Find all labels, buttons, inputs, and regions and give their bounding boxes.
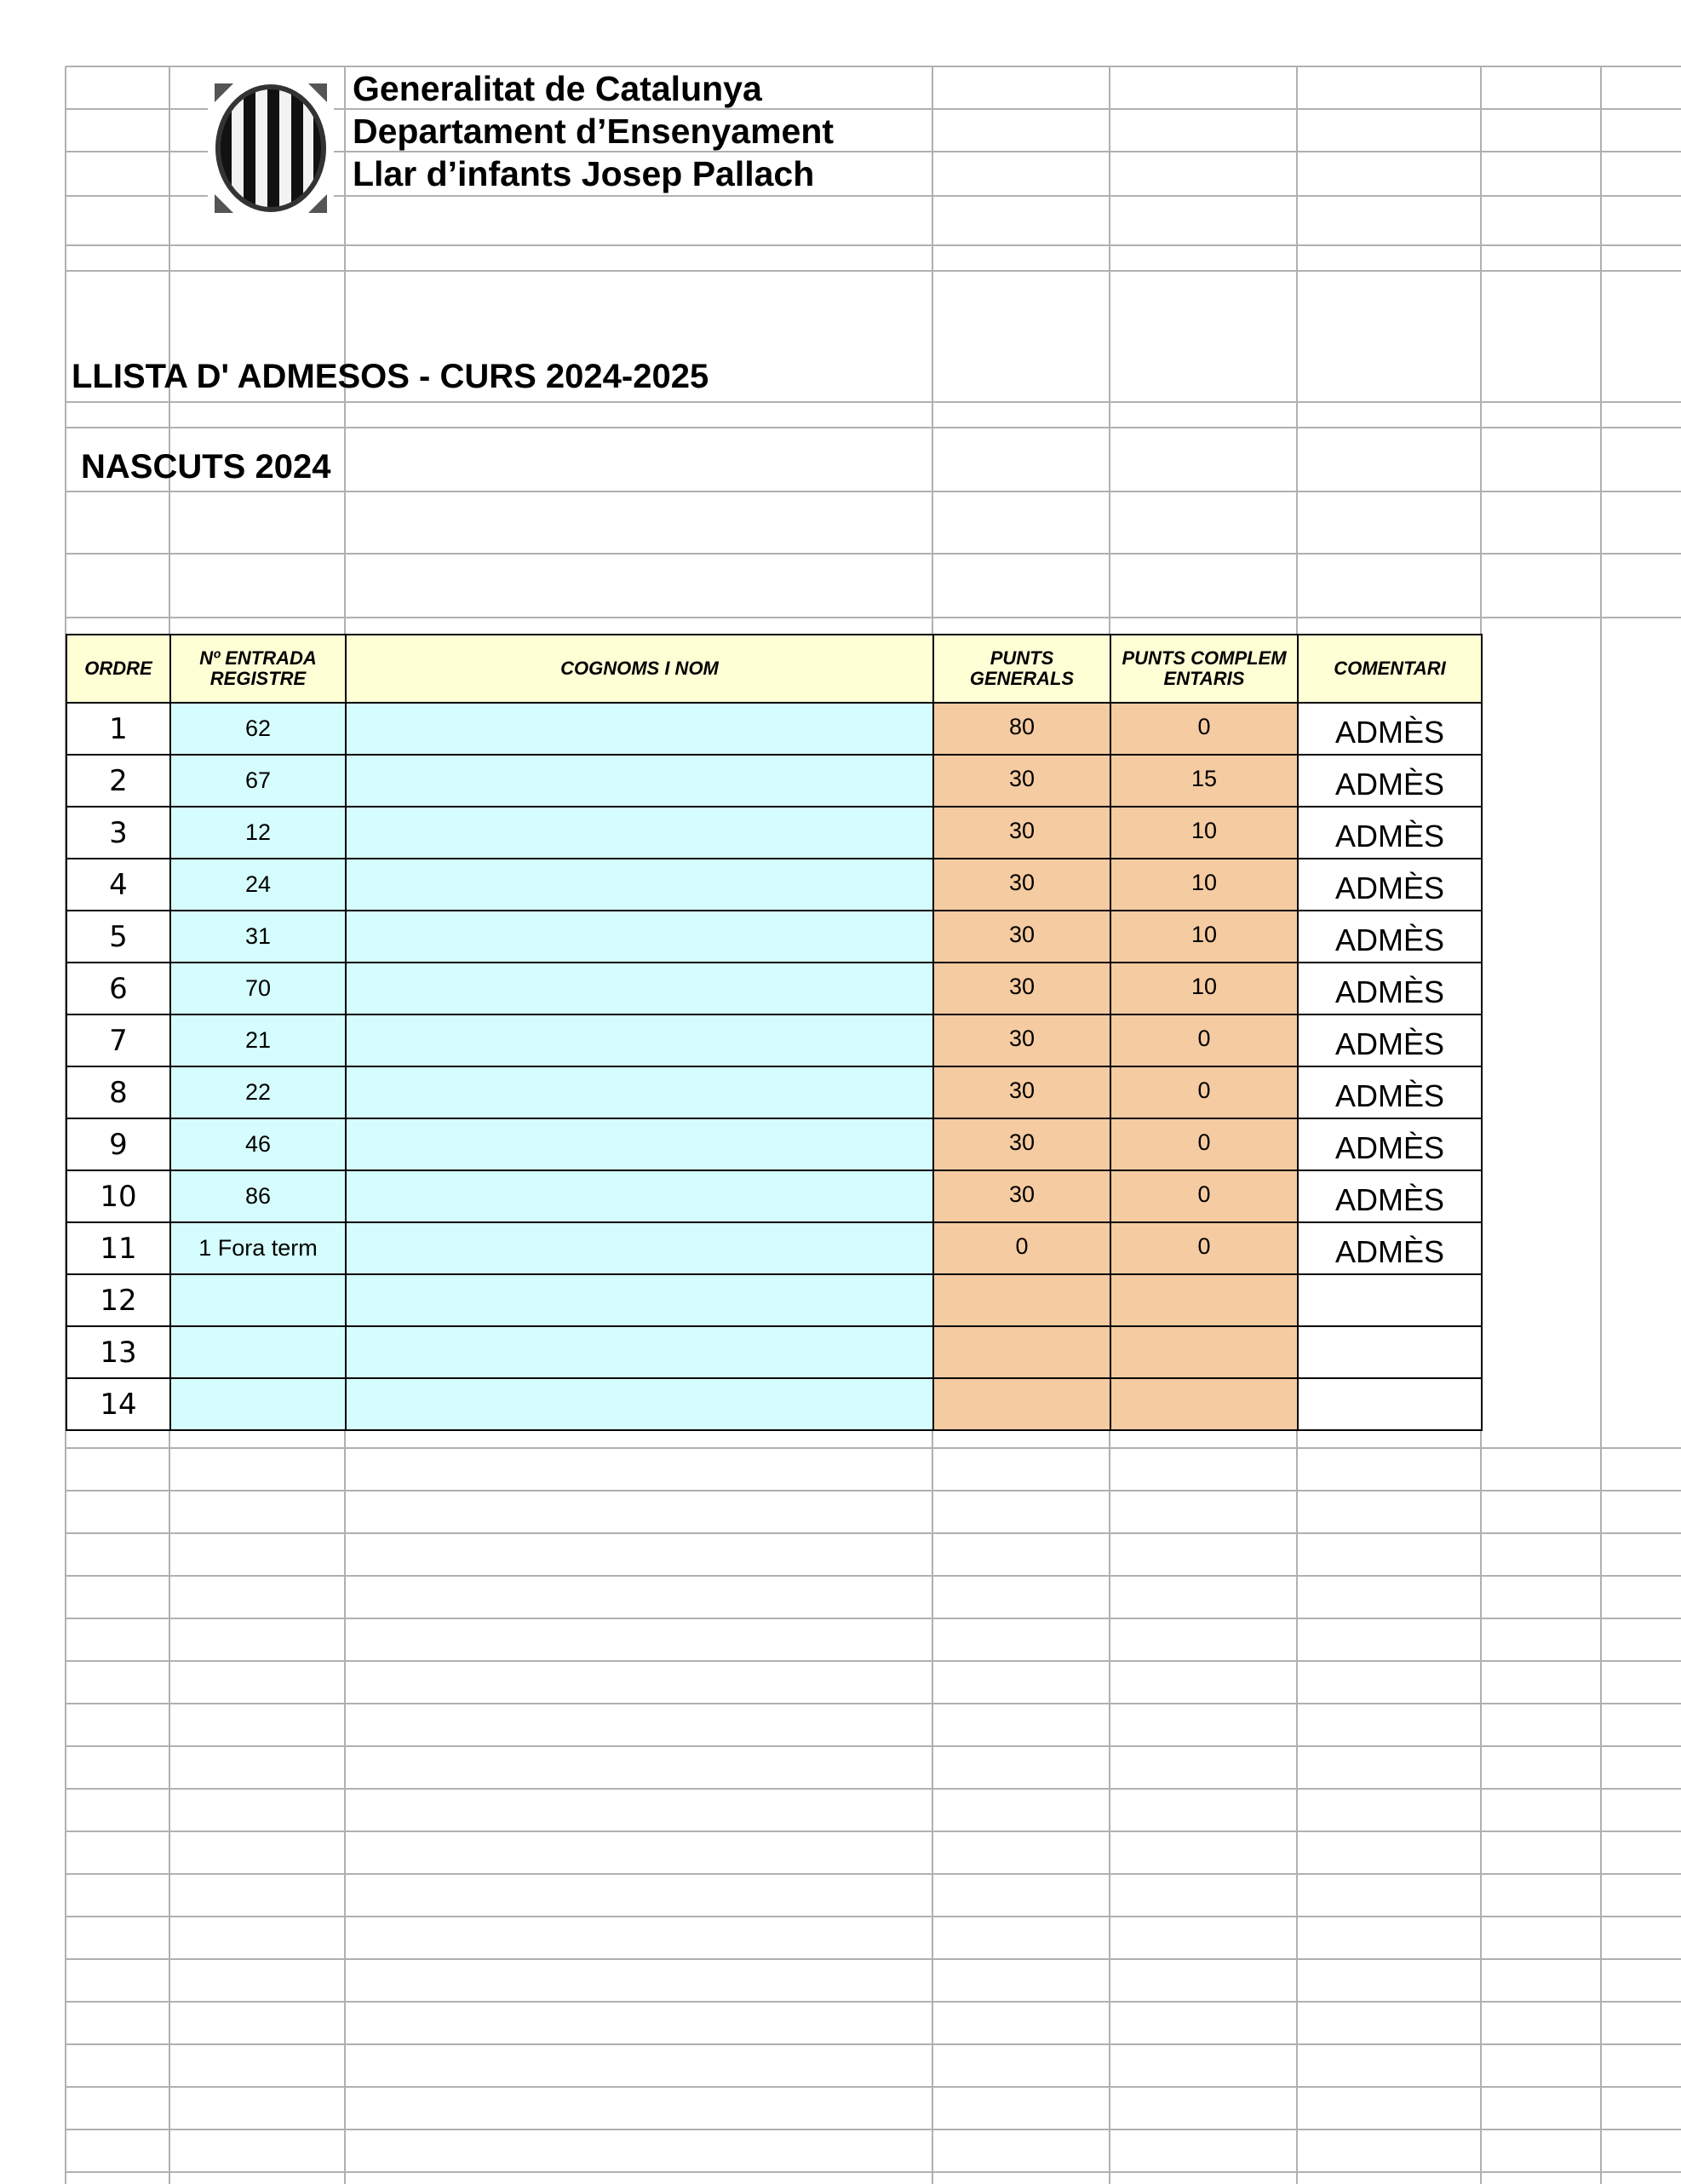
generalitat-coat-of-arms-icon: [208, 77, 334, 220]
cell-nom: [346, 755, 933, 807]
cell-punts-generals: 30: [933, 807, 1110, 859]
table-header-row: [66, 635, 1482, 703]
cell-nom: [346, 1014, 933, 1066]
cell-ordre: 9: [66, 1118, 170, 1170]
cell-comentari: ADMÈS: [1298, 859, 1482, 911]
cell-registre: 86: [170, 1170, 346, 1222]
column-header-punts-complementaris: PUNTS COMPLEMENTARIS: [1110, 635, 1298, 703]
cell-comentari: ADMÈS: [1298, 1170, 1482, 1222]
cell-punts-generals: 30: [933, 1170, 1110, 1222]
cell-registre: 70: [170, 963, 346, 1014]
cell-punts-complementaris: [1110, 1326, 1298, 1378]
cell-ordre: 6: [66, 963, 170, 1014]
column-header-registre: Nº ENTRADA REGISTRE: [170, 635, 346, 703]
cell-registre: 46: [170, 1118, 346, 1170]
cell-comentari: ADMÈS: [1298, 1222, 1482, 1274]
cell-nom: [346, 963, 933, 1014]
cell-nom: [346, 1274, 933, 1326]
table-row: [66, 807, 1482, 859]
cell-ordre: 3: [66, 807, 170, 859]
cell-ordre: 4: [66, 859, 170, 911]
cell-nom: [346, 703, 933, 755]
table-row: [66, 1378, 1482, 1430]
cell-punts-generals: 30: [933, 859, 1110, 911]
cell-ordre: 1: [66, 703, 170, 755]
cell-punts-complementaris: 15: [1110, 755, 1298, 807]
cell-registre: [170, 1326, 346, 1378]
cell-nom: [346, 1378, 933, 1430]
cell-ordre: 11: [66, 1222, 170, 1274]
document-title: LLISTA D' ADMESOS - CURS 2024-2025: [72, 358, 709, 395]
cell-nom: [346, 911, 933, 963]
cell-punts-complementaris: 0: [1110, 703, 1298, 755]
cell-punts-generals: 30: [933, 1066, 1110, 1118]
cell-comentari: ADMÈS: [1298, 807, 1482, 859]
cell-punts-complementaris: 10: [1110, 911, 1298, 963]
cell-nom: [346, 859, 933, 911]
cell-punts-generals: 30: [933, 963, 1110, 1014]
section-title: NASCUTS 2024: [81, 448, 331, 486]
column-header-ordre: ORDRE: [66, 635, 170, 703]
table-row: [66, 911, 1482, 963]
cell-ordre: 14: [66, 1378, 170, 1430]
column-header-nom: COGNOMS I NOM: [346, 635, 933, 703]
cell-punts-complementaris: 10: [1110, 963, 1298, 1014]
cell-registre: 22: [170, 1066, 346, 1118]
admissions-table: [66, 634, 1483, 1431]
cell-comentari: [1298, 1378, 1482, 1430]
cell-punts-generals: [933, 1274, 1110, 1326]
cell-ordre: 8: [66, 1066, 170, 1118]
cell-registre: [170, 1378, 346, 1430]
table-row: [66, 963, 1482, 1014]
cell-punts-generals: [933, 1378, 1110, 1430]
cell-nom: [346, 1170, 933, 1222]
cell-punts-complementaris: 10: [1110, 807, 1298, 859]
table-row: [66, 1014, 1482, 1066]
table-row: [66, 1170, 1482, 1222]
cell-punts-generals: 30: [933, 1118, 1110, 1170]
table-row: [66, 1118, 1482, 1170]
cell-punts-generals: 30: [933, 755, 1110, 807]
cell-nom: [346, 807, 933, 859]
cell-nom: [346, 1066, 933, 1118]
table-row: [66, 755, 1482, 807]
cell-registre: 21: [170, 1014, 346, 1066]
cell-ordre: 12: [66, 1274, 170, 1326]
cell-nom: [346, 1118, 933, 1170]
cell-punts-generals: 80: [933, 703, 1110, 755]
column-header-punts-generals: PUNTS GENERALS: [933, 635, 1110, 703]
cell-comentari: ADMÈS: [1298, 1014, 1482, 1066]
cell-punts-complementaris: 0: [1110, 1014, 1298, 1066]
cell-punts-complementaris: 0: [1110, 1222, 1298, 1274]
institution-name: Llar d’infants Josep Pallach: [353, 154, 815, 193]
department-name: Departament d’Ensenyament: [353, 112, 835, 151]
cell-punts-generals: [933, 1326, 1110, 1378]
cell-ordre: 13: [66, 1326, 170, 1378]
cell-comentari: ADMÈS: [1298, 1066, 1482, 1118]
cell-punts-generals: 0: [933, 1222, 1110, 1274]
table-row: [66, 1222, 1482, 1274]
organization-name: Generalitat de Catalunya: [353, 69, 762, 108]
cell-comentari: ADMÈS: [1298, 1118, 1482, 1170]
cell-comentari: ADMÈS: [1298, 963, 1482, 1014]
cell-ordre: 7: [66, 1014, 170, 1066]
cell-comentari: ADMÈS: [1298, 703, 1482, 755]
column-header-comentari: COMENTARI: [1298, 635, 1482, 703]
cell-registre: 1 Fora term: [170, 1222, 346, 1274]
table-row: [66, 1326, 1482, 1378]
cell-punts-complementaris: 10: [1110, 859, 1298, 911]
table-row: [66, 1066, 1482, 1118]
cell-punts-complementaris: 0: [1110, 1170, 1298, 1222]
cell-comentari: ADMÈS: [1298, 911, 1482, 963]
cell-ordre: 10: [66, 1170, 170, 1222]
cell-comentari: [1298, 1274, 1482, 1326]
cell-punts-generals: 30: [933, 1014, 1110, 1066]
cell-comentari: [1298, 1326, 1482, 1378]
cell-ordre: 5: [66, 911, 170, 963]
cell-registre: 12: [170, 807, 346, 859]
cell-registre: 24: [170, 859, 346, 911]
cell-registre: 67: [170, 755, 346, 807]
cell-punts-complementaris: 0: [1110, 1066, 1298, 1118]
cell-punts-complementaris: [1110, 1274, 1298, 1326]
cell-nom: [346, 1326, 933, 1378]
cell-registre: [170, 1274, 346, 1326]
cell-ordre: 2: [66, 755, 170, 807]
cell-comentari: ADMÈS: [1298, 755, 1482, 807]
table-row: [66, 1274, 1482, 1326]
table-row: [66, 859, 1482, 911]
cell-nom: [346, 1222, 933, 1274]
cell-punts-generals: 30: [933, 911, 1110, 963]
table-row: [66, 703, 1482, 755]
cell-punts-complementaris: [1110, 1378, 1298, 1430]
cell-registre: 31: [170, 911, 346, 963]
cell-punts-complementaris: 0: [1110, 1118, 1298, 1170]
cell-registre: 62: [170, 703, 346, 755]
